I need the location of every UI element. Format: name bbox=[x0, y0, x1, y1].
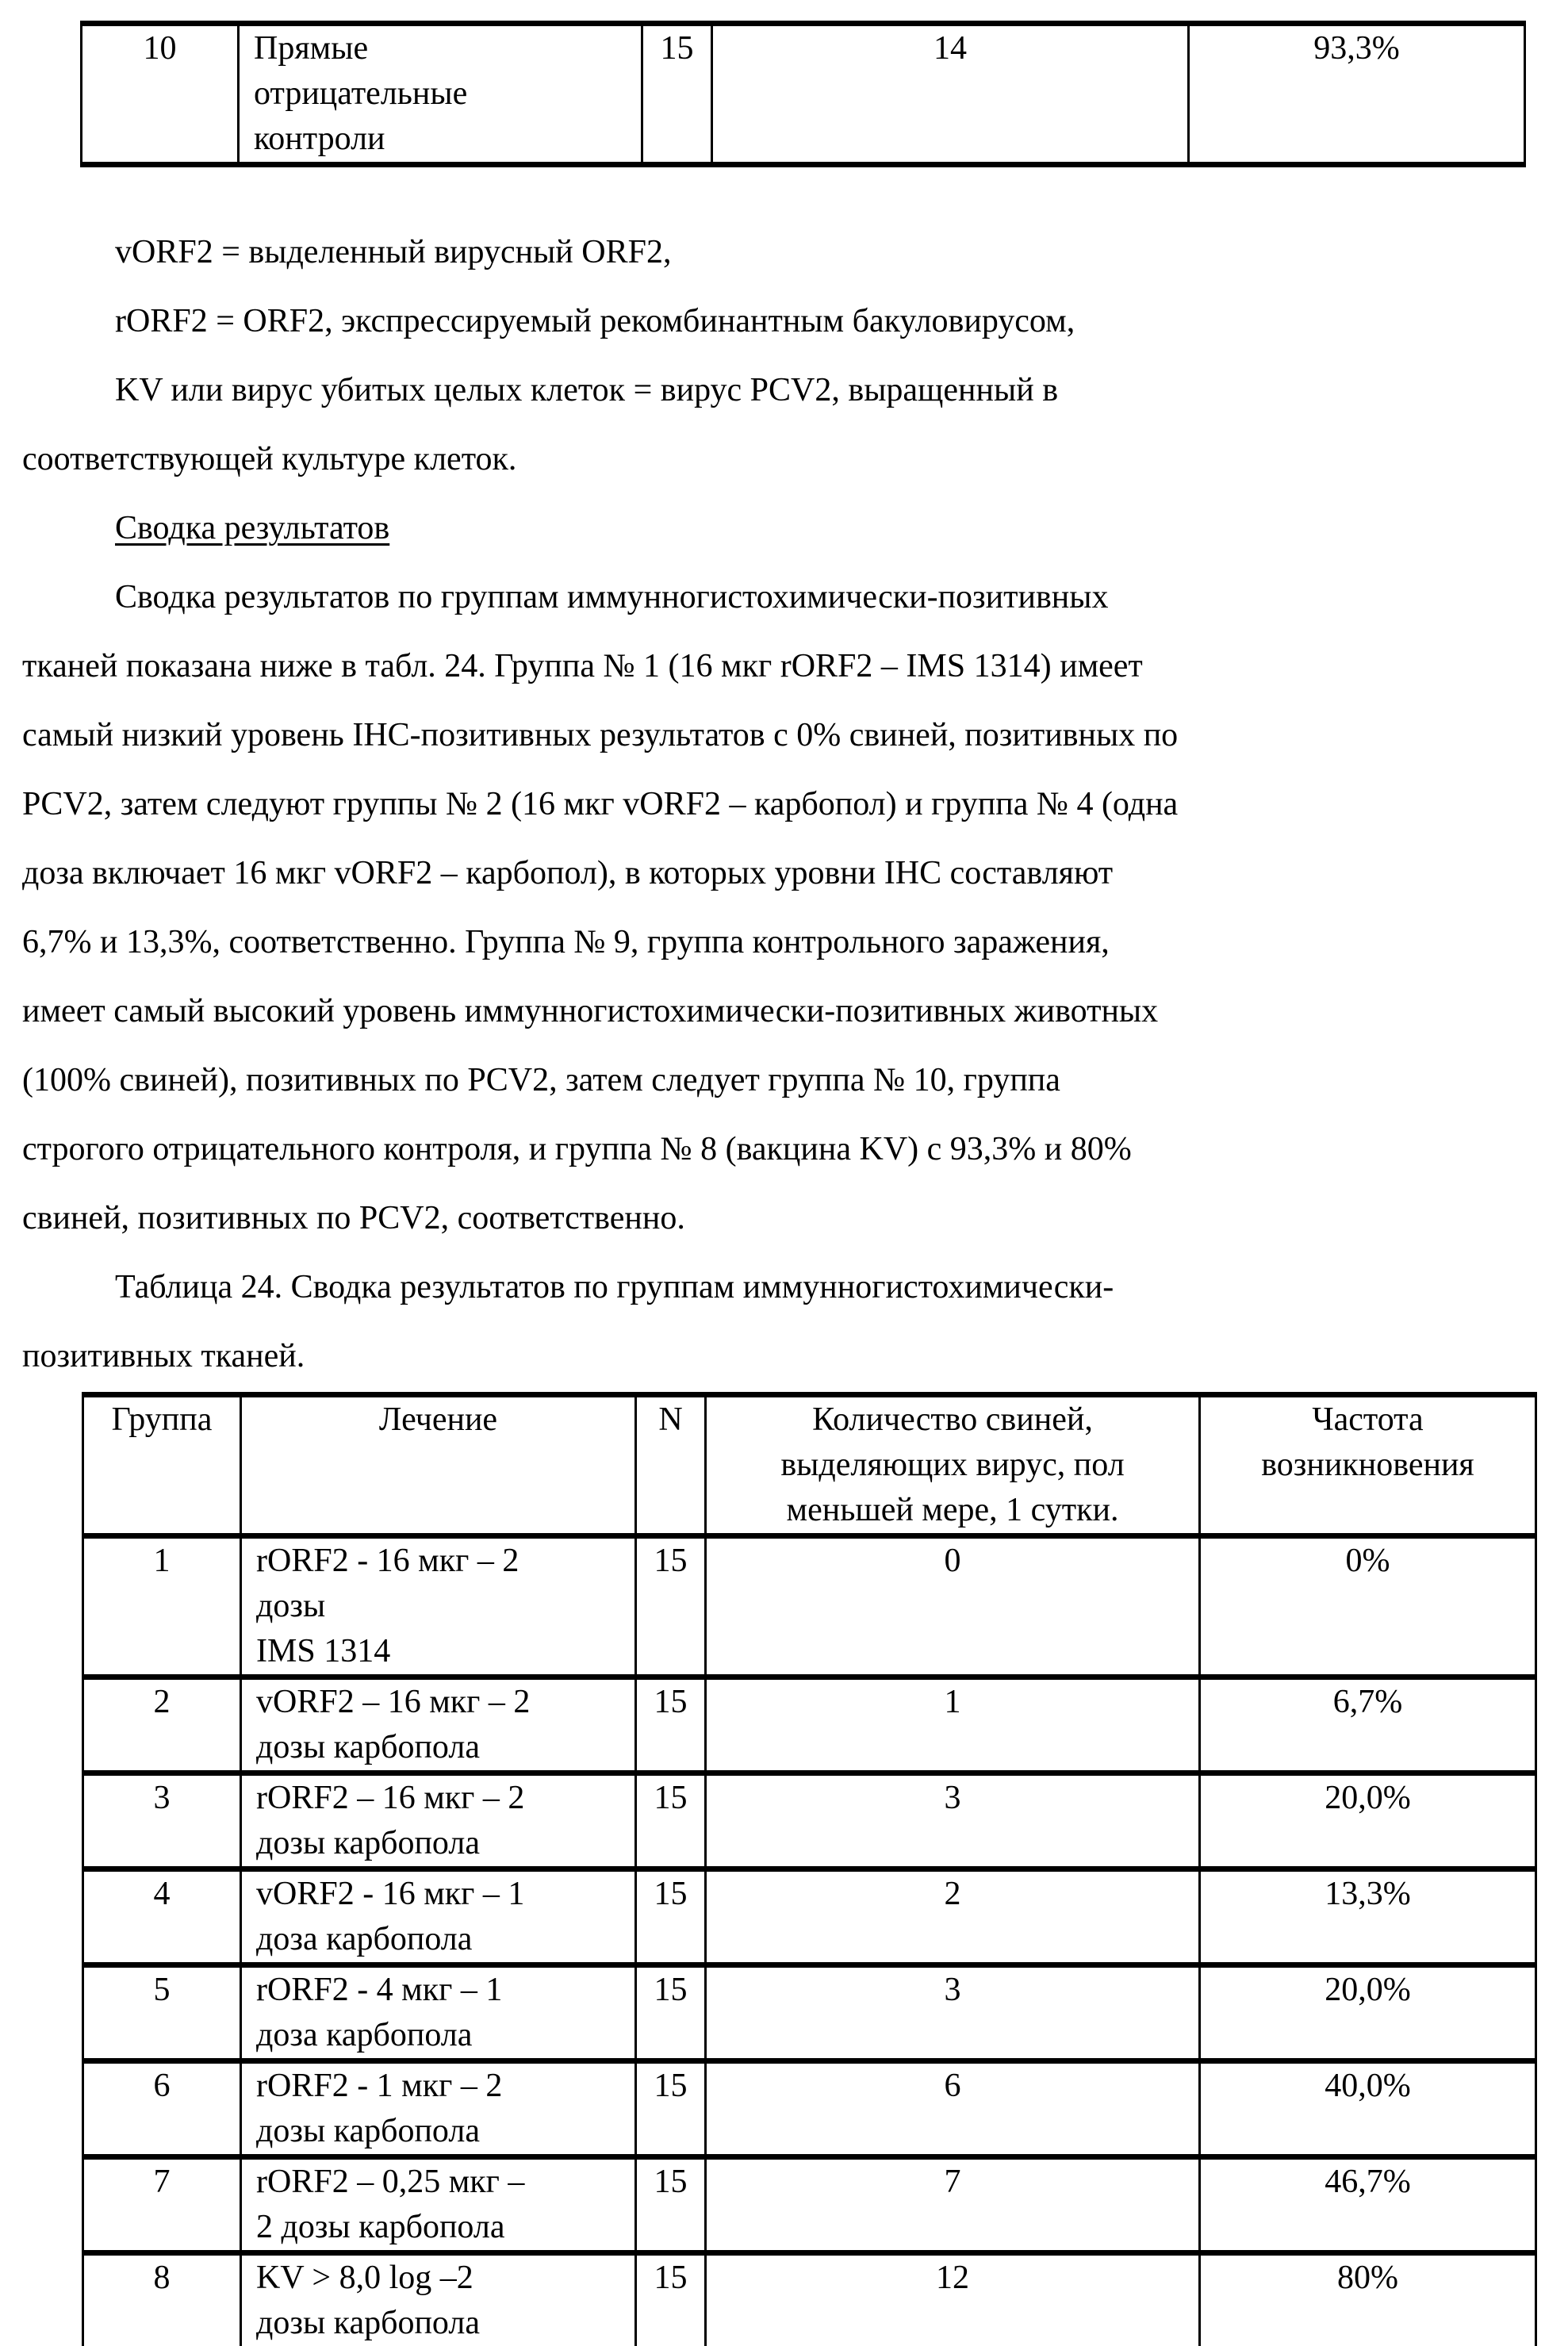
paragraph-line: PCV2, затем следуют группы № 2 (16 мкг vORF2 – карбопол) и группа № 4 (одна bbox=[22, 784, 1178, 824]
treatment-cell: rORF2 - 16 мкг – 2 дозы IMS 1314 bbox=[241, 1536, 636, 1677]
treatment-cell: rORF2 – 0,25 мкг – 2 дозы карбопола bbox=[241, 2157, 636, 2253]
group-cell: 10 bbox=[82, 24, 239, 165]
treatment-cell: rORF2 – 16 мкг – 2 дозы карбопола bbox=[241, 1773, 636, 1869]
paragraph-line: Сводка результатов по группам иммунногистохимически-позитивных bbox=[115, 577, 1108, 617]
n-cell: 15 bbox=[636, 1869, 706, 1965]
count-cell: 1 bbox=[706, 1677, 1200, 1773]
table-row bbox=[83, 1536, 1536, 1677]
frequency-cell: 20,0% bbox=[1200, 1965, 1536, 2061]
table-row bbox=[83, 2253, 1536, 2346]
group-cell: 4 bbox=[83, 1869, 241, 1965]
treatment-cell: Прямые отрицательные контроли bbox=[239, 24, 642, 165]
group-cell: 3 bbox=[83, 1773, 241, 1869]
header-count: Количество свиней, выделяющих вирус, пол меньшей мере, 1 сутки. bbox=[706, 1395, 1200, 1536]
treatment-cell: vORF2 – 16 мкг – 2 дозы карбопола bbox=[241, 1677, 636, 1773]
table-row bbox=[83, 1677, 1536, 1773]
frequency-cell: 6,7% bbox=[1200, 1677, 1536, 1773]
treatment-cell: rORF2 - 1 мкг – 2 дозы карбопола bbox=[241, 2061, 636, 2157]
frequency-cell: 46,7% bbox=[1200, 2157, 1536, 2253]
table-caption-cont: позитивных тканей. bbox=[22, 1336, 305, 1376]
paragraph-line: имеет самый высокий уровень иммунногистохимически-позитивных животных bbox=[22, 991, 1158, 1031]
n-cell: 15 bbox=[636, 1773, 706, 1869]
paragraph-line: (100% свиней), позитивных по PCV2, затем следует группа № 10, группа bbox=[22, 1060, 1060, 1100]
table-row bbox=[83, 1965, 1536, 2061]
definition-rorf2: rORF2 = ORF2, экспрессируемый рекомбинантным бакуловирусом, bbox=[115, 301, 1075, 341]
frequency-cell: 93,3% bbox=[1189, 24, 1525, 165]
frequency-cell: 80% bbox=[1200, 2253, 1536, 2346]
table-header-row bbox=[83, 1395, 1536, 1536]
section-heading: Сводка результатов bbox=[115, 508, 389, 548]
paragraph-line: самый низкий уровень IHC-позитивных результатов с 0% свиней, позитивных по bbox=[22, 715, 1178, 755]
paragraph-line: тканей показана ниже в табл. 24. Группа № 1 (16 мкг rORF2 – IMS 1314) имеет bbox=[22, 646, 1143, 686]
n-cell: 15 bbox=[636, 2157, 706, 2253]
paragraph-line: 6,7% и 13,3%, соответственно. Группа № 9, группа контрольного заражения, bbox=[22, 922, 1110, 962]
table-row bbox=[82, 24, 1525, 165]
treatment-cell: KV > 8,0 log –2 дозы карбопола bbox=[241, 2253, 636, 2346]
count-cell: 12 bbox=[706, 2253, 1200, 2346]
group-cell: 6 bbox=[83, 2061, 241, 2157]
n-cell: 15 bbox=[636, 2061, 706, 2157]
count-cell: 7 bbox=[706, 2157, 1200, 2253]
continued-table bbox=[80, 21, 1526, 167]
header-n: N bbox=[636, 1395, 706, 1536]
count-cell: 3 bbox=[706, 1965, 1200, 2061]
group-cell: 2 bbox=[83, 1677, 241, 1773]
count-cell: 2 bbox=[706, 1869, 1200, 1965]
group-cell: 1 bbox=[83, 1536, 241, 1677]
paragraph-line: свиней, позитивных по PCV2, соответственно. bbox=[22, 1198, 685, 1238]
group-cell: 7 bbox=[83, 2157, 241, 2253]
definition-kv-cont: соответствующей культуре клеток. bbox=[22, 439, 516, 479]
results-table bbox=[82, 1392, 1537, 2346]
table-row bbox=[83, 1869, 1536, 1965]
n-cell: 15 bbox=[636, 1965, 706, 2061]
definition-vorf2: vORF2 = выделенный вирусный ORF2, bbox=[115, 232, 671, 272]
count-cell: 3 bbox=[706, 1773, 1200, 1869]
n-cell: 15 bbox=[636, 1677, 706, 1773]
table-row bbox=[83, 1773, 1536, 1869]
definition-kv: KV или вирус убитых целых клеток = вирус PCV2, выращенный в bbox=[115, 370, 1058, 410]
table-row bbox=[83, 2061, 1536, 2157]
n-cell: 15 bbox=[642, 24, 712, 165]
frequency-cell: 40,0% bbox=[1200, 2061, 1536, 2157]
count-cell: 0 bbox=[706, 1536, 1200, 1677]
n-cell: 15 bbox=[636, 2253, 706, 2346]
paragraph-line: доза включает 16 мкг vORF2 – карбопол), в которых уровни IHC составляют bbox=[22, 853, 1113, 893]
treatment-cell: vORF2 - 16 мкг – 1 доза карбопола bbox=[241, 1869, 636, 1965]
header-group: Группа bbox=[83, 1395, 241, 1536]
table-caption: Таблица 24. Сводка результатов по группам иммунногистохимически- bbox=[115, 1267, 1114, 1307]
frequency-cell: 20,0% bbox=[1200, 1773, 1536, 1869]
table-row bbox=[83, 2157, 1536, 2253]
group-cell: 8 bbox=[83, 2253, 241, 2346]
header-treatment: Лечение bbox=[241, 1395, 636, 1536]
group-cell: 5 bbox=[83, 1965, 241, 2061]
treatment-cell: rORF2 - 4 мкг – 1 доза карбопола bbox=[241, 1965, 636, 2061]
header-frequency: Частота возникновения bbox=[1200, 1395, 1536, 1536]
paragraph-line: строгого отрицательного контроля, и группа № 8 (вакцина KV) с 93,3% и 80% bbox=[22, 1129, 1132, 1169]
frequency-cell: 13,3% bbox=[1200, 1869, 1536, 1965]
count-cell: 14 bbox=[712, 24, 1189, 165]
frequency-cell: 0% bbox=[1200, 1536, 1536, 1677]
count-cell: 6 bbox=[706, 2061, 1200, 2157]
n-cell: 15 bbox=[636, 1536, 706, 1677]
